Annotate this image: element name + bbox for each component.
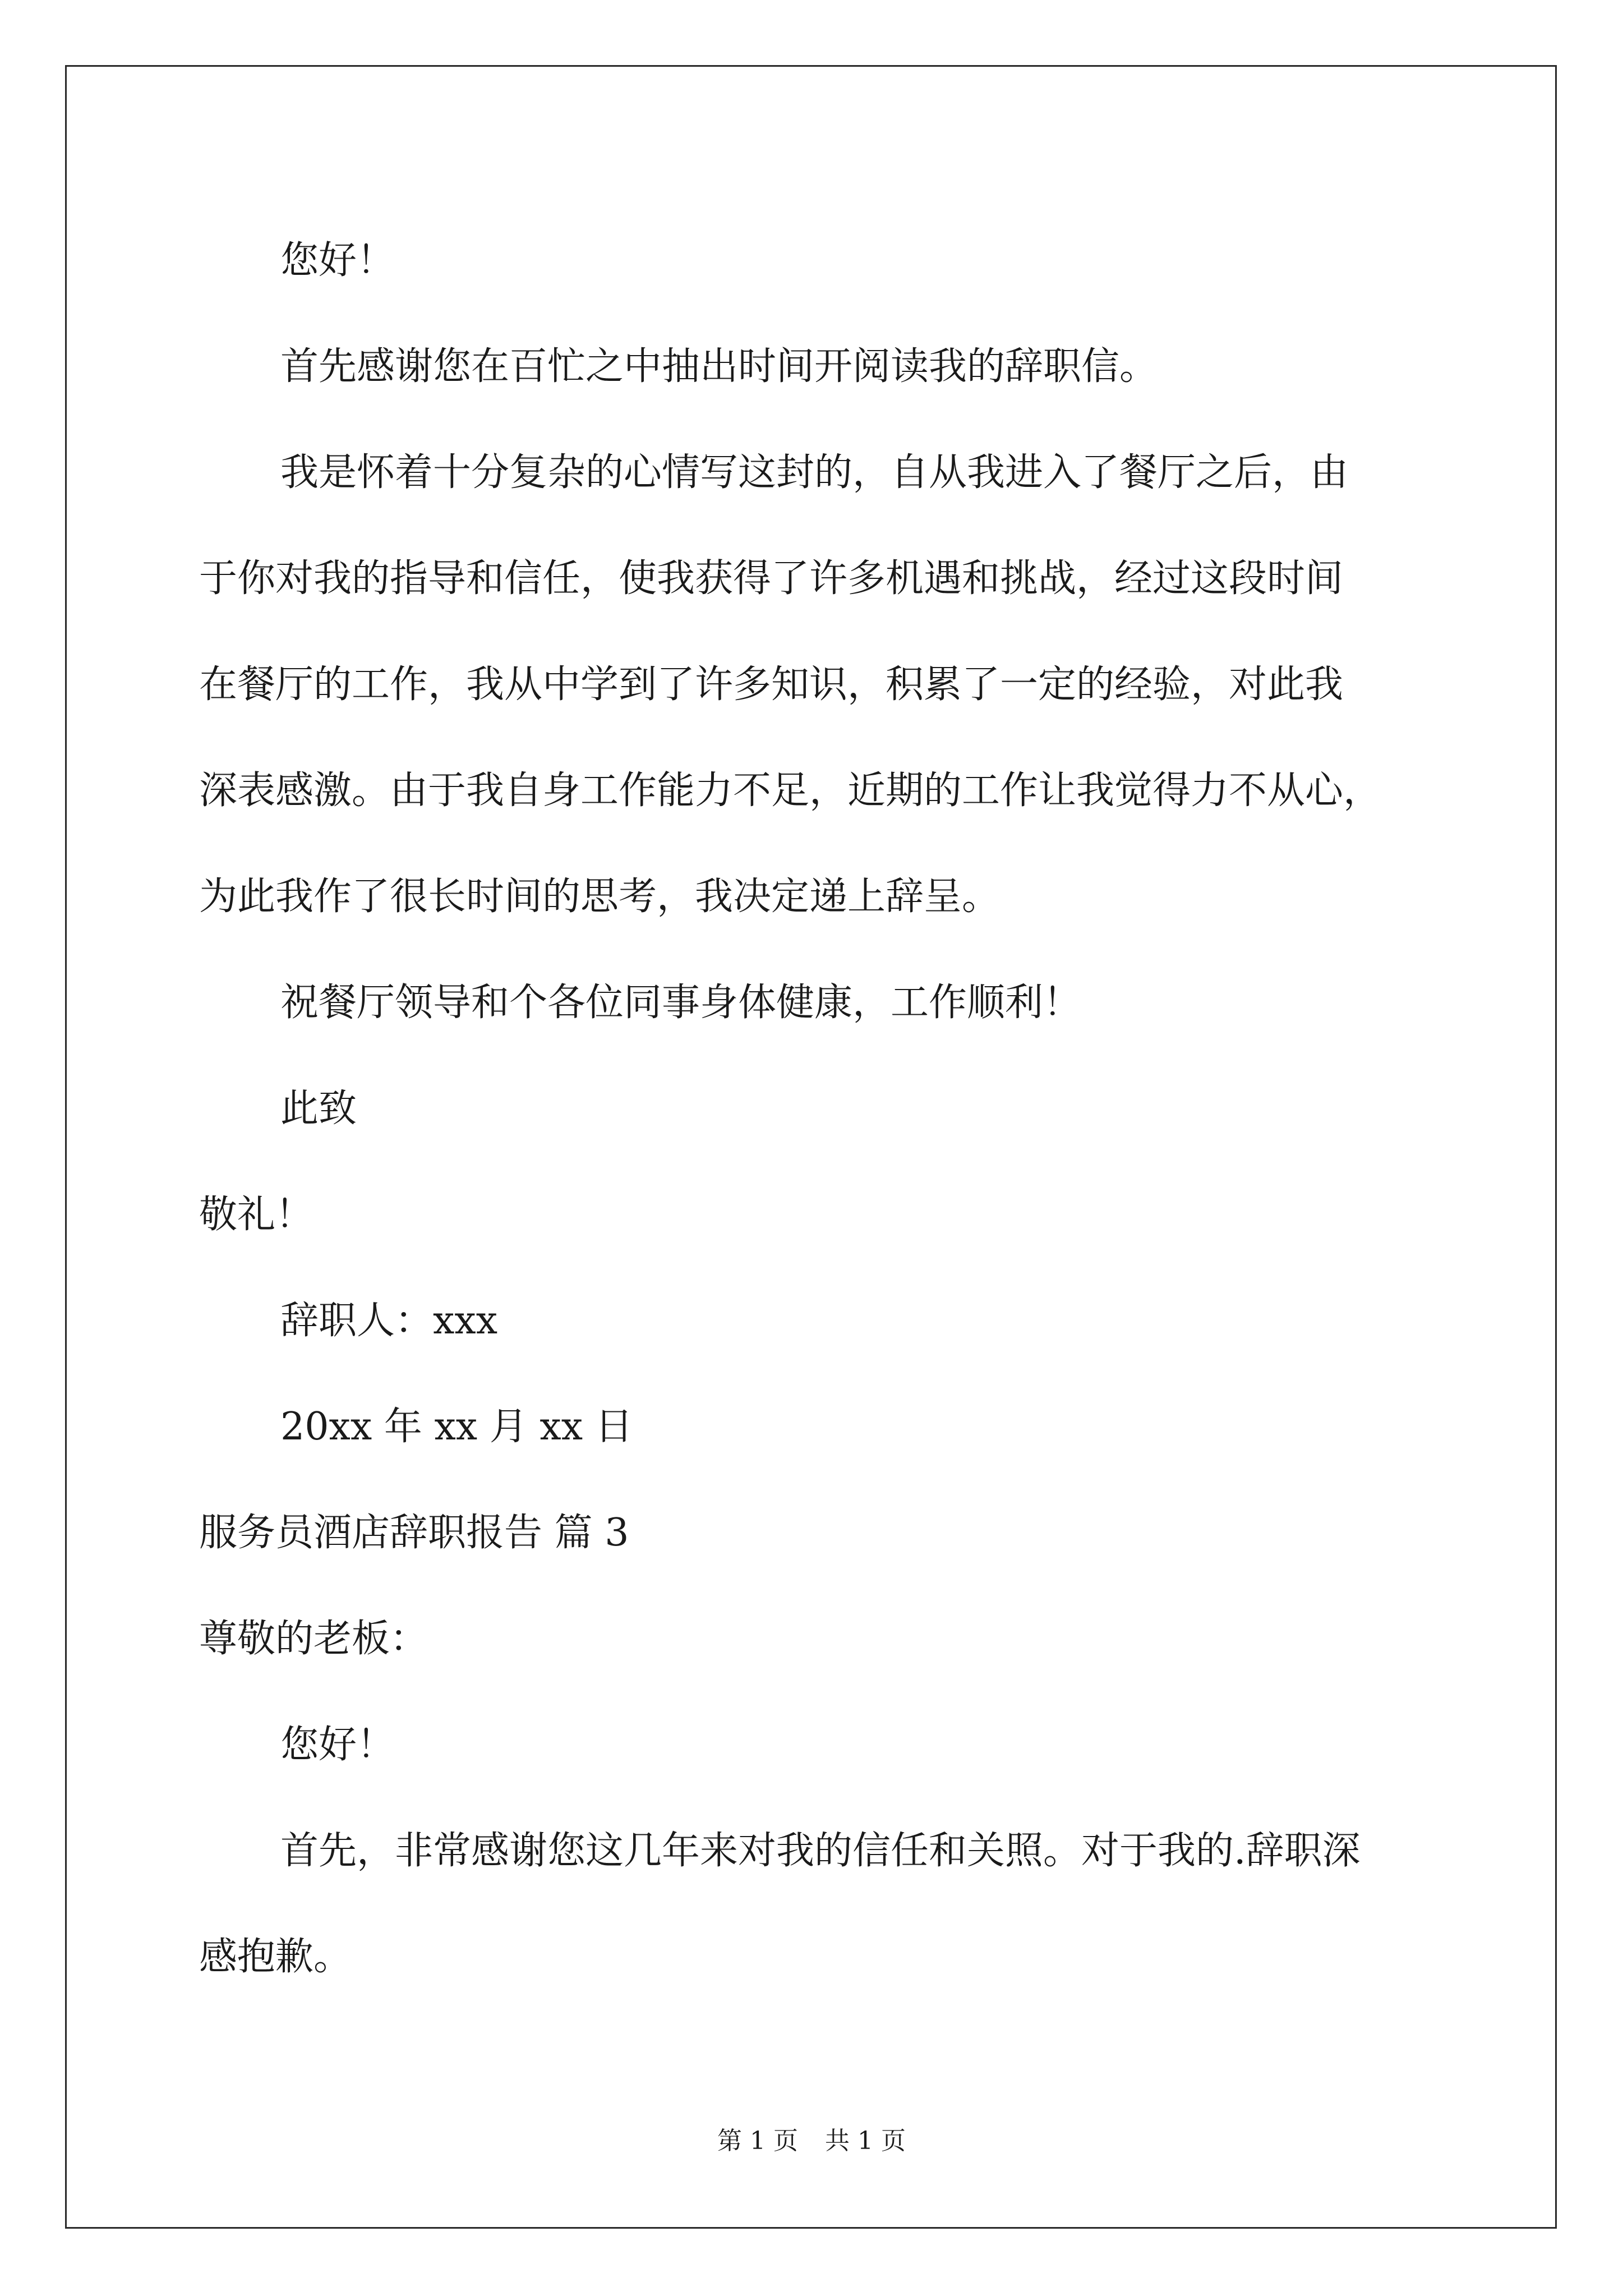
paragraph-line: 首先，非常感谢您这几年来对我的信任和关照。对于我的.辞职深 xyxy=(280,1829,1361,1873)
paragraph-line: 在餐厅的工作，我从中学到了许多知识，积累了一定的经验，对此我 xyxy=(199,662,1344,707)
section-heading: 服务员酒店辞职报告 篇 3 xyxy=(199,1511,629,1555)
paragraph-line: 我是怀着十分复杂的心情写这封的，自从我进入了餐厅之后，由 xyxy=(280,450,1349,495)
page-number-total: 共 1 页 xyxy=(825,2127,906,2155)
greeting-line: 您好！ xyxy=(280,1723,395,1767)
closing-salute: 敬礼！ xyxy=(199,1193,314,1237)
paragraph-line: 为此我作了很长时间的思考，我决定递上辞呈。 xyxy=(199,875,1000,919)
paragraph-line: 于你对我的指导和信任，使我获得了许多机遇和挑战，经过这段时间 xyxy=(199,556,1344,601)
signature-line: 辞职人：xxx xyxy=(280,1299,498,1343)
paragraph-line: 祝餐厅领导和个各位同事身体健康，工作顺利！ xyxy=(280,981,1082,1025)
page-number-current: 第 1 页 xyxy=(717,2127,798,2155)
date-line: 20xx 年 xx 月 xx 日 xyxy=(280,1405,633,1449)
closing-line: 此致 xyxy=(280,1087,357,1131)
paragraph-line: 感抱歉。 xyxy=(199,1935,352,1979)
salutation-line: 尊敬的老板： xyxy=(199,1617,428,1661)
paragraph-line: 首先感谢您在百忙之中抽出时间开阅读我的辞职信。 xyxy=(280,344,1158,389)
page-footer xyxy=(0,2120,1623,2156)
document-body xyxy=(199,208,1461,2010)
greeting-line: 您好！ xyxy=(280,238,395,283)
paragraph-line: 深表感激。由于我自身工作能力不足，近期的工作让我觉得力不从心， xyxy=(199,769,1382,813)
